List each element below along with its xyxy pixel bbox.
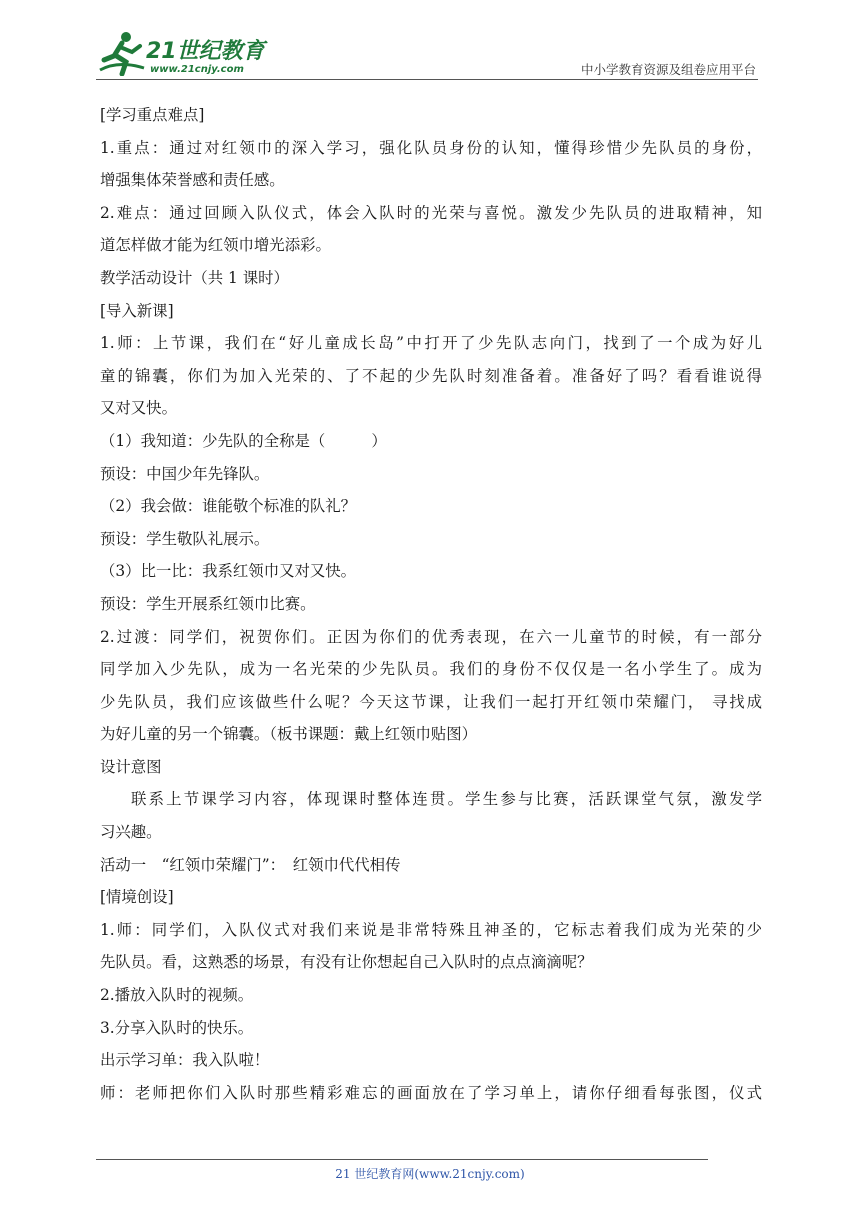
paragraph-line: 少先队员，我们应该做些什么呢？今天这节课，让我们一起打开红领巾荣耀门， 寻找成 — [100, 692, 762, 711]
paragraph-line: 增强集体荣誉感和责任感。 — [100, 171, 285, 190]
paragraph-line: 师：老师把你们入队时那些精彩难忘的画面放在了学习单上，请你仔细看每张图，仪式 — [100, 1083, 762, 1102]
paragraph-line: 2.播放入队时的视频。 — [100, 986, 254, 1005]
section-heading: 设计意图 — [100, 757, 162, 776]
paragraph-line: 2.过渡：同学们，祝贺你们。正因为你们的优秀表现，在六一儿童节的时候，有一部分 — [100, 627, 762, 646]
section-heading: [学习重点难点] — [100, 106, 205, 124]
paragraph-line: 1.师：上节课，我们在“好儿童成长岛”中打开了少先队志向门，找到了一个成为好儿 — [100, 334, 762, 353]
paragraph-line: 同学加入少先队，成为一名光荣的少先队员。我们的身份不仅仅是一名小学生了。成为 — [100, 660, 762, 679]
platform-title: 中小学教育资源及组卷应用平台 — [580, 62, 756, 77]
logo-name: 21世纪教育 — [146, 39, 265, 64]
answer-line: 预设：中国少年先锋队。 — [100, 464, 270, 483]
paragraph-line: 3.分享入队时的快乐。 — [100, 1018, 254, 1037]
running-figure-icon — [96, 30, 148, 76]
paragraph-line: 出示学习单：我入队啦！ — [100, 1051, 270, 1070]
header-divider — [96, 79, 758, 80]
paragraph-line: 联系上节课学习内容，体现课时整体连贯。学生参与比赛，活跃课堂气氛，激发学 — [131, 790, 762, 809]
paragraph-line: 先队员。看，这熟悉的场景，有没有让你想起自己入队时的点点滴滴呢？ — [100, 953, 593, 972]
paragraph-line: 习兴趣。 — [100, 823, 162, 842]
footer-divider — [96, 1159, 708, 1160]
paragraph-line: 为好儿童的另一个锦囊。（板书课题：戴上红领巾贴图） — [100, 725, 478, 744]
paragraph-line: 2.难点：通过回顾入队仪式，体会入队时的光荣与喜悦。激发少先队员的进取精神，知 — [100, 203, 762, 222]
question-line: （1）我知道：少先队的全称是（ ） — [100, 431, 387, 450]
logo — [96, 30, 266, 80]
paragraph-line: 1.重点：通过对红领巾的深入学习，强化队员身份的认知，懂得珍惜少先队员的身份， — [100, 138, 762, 157]
question-line: （3）比一比：我系红领巾又对又快。 — [100, 562, 357, 581]
document-body — [100, 99, 762, 1109]
footer-link[interactable]: 21 世纪教育网(www.21cnjy.com) — [335, 1167, 525, 1181]
logo-url: www.21cnjy.com — [150, 64, 244, 75]
section-heading: 教学活动设计（共 1 课时） — [100, 268, 289, 287]
answer-line: 预设：学生敬队礼展示。 — [100, 529, 270, 548]
answer-line: 预设：学生开展系红领巾比赛。 — [100, 594, 316, 613]
activity-heading: 活动一 “红领巾荣耀门”： 红领巾代代相传 — [100, 855, 401, 874]
paragraph-line: 又对又快。 — [100, 399, 177, 418]
section-heading: [情境创设] — [100, 888, 174, 907]
section-heading: [导入新课] — [100, 301, 174, 320]
page-header — [0, 0, 860, 80]
paragraph-line: 童的锦囊，你们为加入光荣的、了不起的少先队时刻准备着。准备好了吗？看看谁说得 — [100, 366, 762, 385]
paragraph-line: 道怎样做才能为红领巾增光添彩。 — [100, 236, 331, 255]
paragraph-line: 1.师：同学们，入队仪式对我们来说是非常特殊且神圣的，它标志着我们成为光荣的少 — [100, 920, 762, 939]
question-line: （2）我会做：谁能敬个标准的队礼？ — [100, 497, 357, 516]
